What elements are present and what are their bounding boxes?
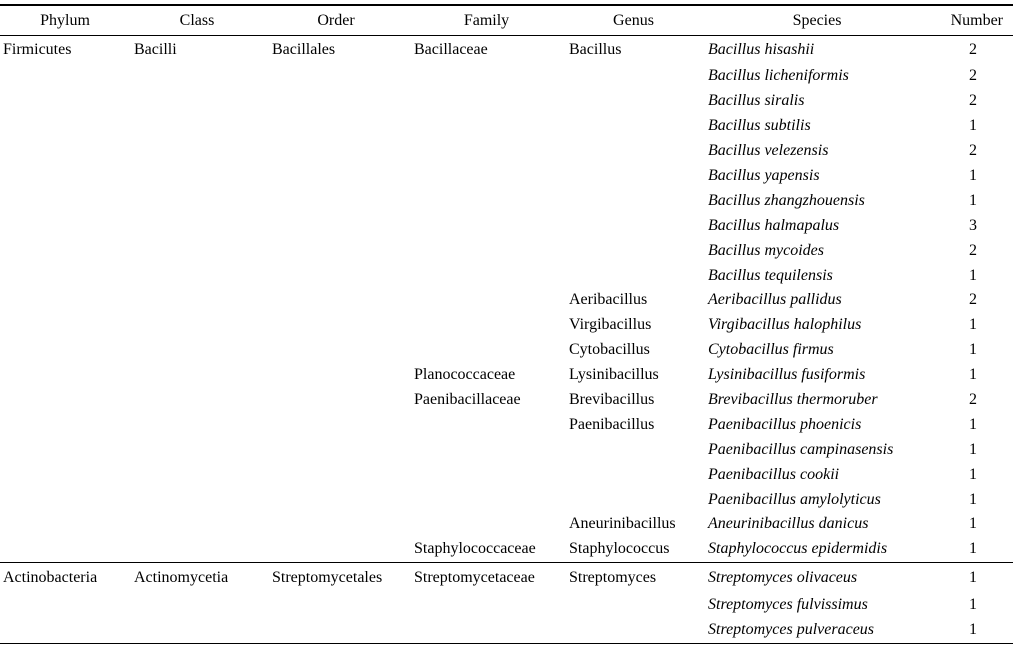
cell-phylum	[0, 64, 130, 89]
cell-family: Planococcaceae	[414, 366, 516, 384]
cell-class: Bacilli	[134, 41, 177, 58]
cell-species: Bacillus zhangzhouensis	[708, 191, 865, 209]
cell-species: Bacillus velezensis	[708, 142, 829, 160]
cell-phylum: Firmicutes	[3, 41, 72, 58]
cell-species: Bacillus mycoides	[708, 241, 824, 259]
cell-family	[408, 618, 565, 643]
cell-phylum	[0, 437, 130, 462]
cell-number: 1	[969, 568, 977, 586]
cell-order: Streptomycetales	[272, 568, 383, 586]
cell-phylum	[0, 89, 130, 114]
cell-phylum	[0, 139, 130, 164]
cell-order	[264, 313, 408, 338]
cell-family	[408, 512, 565, 537]
cell-class	[130, 363, 264, 388]
cell-phylum	[0, 537, 130, 562]
table-row	[0, 512, 1013, 537]
table-row	[0, 89, 1013, 114]
cell-class	[130, 114, 264, 139]
cell-number: 1	[969, 191, 977, 209]
cell-class	[130, 537, 264, 562]
cell-order	[264, 618, 408, 643]
cell-order	[264, 114, 408, 139]
table-row	[0, 238, 1013, 263]
cell-family	[408, 164, 565, 189]
cell-species: Aneurinibacillus danicus	[708, 515, 869, 533]
cell-order	[264, 487, 408, 512]
cell-phylum	[0, 238, 130, 263]
cell-family	[408, 437, 565, 462]
cell-genus	[565, 139, 702, 164]
cell-phylum	[0, 213, 130, 238]
cell-genus	[565, 64, 702, 89]
cell-family	[408, 338, 565, 363]
table-row	[0, 263, 1013, 288]
table-row	[0, 363, 1013, 388]
cell-genus	[565, 213, 702, 238]
cell-number: 1	[969, 540, 977, 558]
cell-family	[408, 89, 565, 114]
cell-family: Streptomycetaceae	[414, 568, 535, 586]
cell-family	[408, 263, 565, 288]
cell-number: 1	[969, 465, 977, 483]
cell-order	[264, 462, 408, 487]
table-row	[0, 288, 1013, 313]
cell-genus	[565, 89, 702, 114]
cell-genus: Streptomyces	[569, 568, 657, 586]
cell-class	[130, 188, 264, 213]
cell-order	[264, 263, 408, 288]
cell-class	[130, 462, 264, 487]
cell-phylum	[0, 188, 130, 213]
cell-species: Paenibacillus phoenicis	[708, 415, 862, 433]
cell-order	[264, 412, 408, 437]
cell-genus: Aeribacillus	[569, 291, 648, 309]
cell-order	[264, 593, 408, 618]
cell-genus: Cytobacillus	[569, 341, 650, 359]
table-row	[0, 412, 1013, 437]
header-family: Family	[463, 12, 510, 29]
cell-order	[264, 388, 408, 413]
cell-number: 1	[969, 341, 977, 359]
cell-number: 1	[969, 266, 977, 284]
cell-order	[264, 213, 408, 238]
cell-species: Lysinibacillus fusiformis	[708, 366, 866, 384]
cell-class	[130, 412, 264, 437]
cell-number: 1	[969, 490, 977, 508]
cell-number: 1	[969, 515, 977, 533]
cell-order	[264, 89, 408, 114]
cell-species: Bacillus halmapalus	[708, 216, 840, 234]
cell-class	[130, 89, 264, 114]
cell-class	[130, 288, 264, 313]
cell-genus	[565, 188, 702, 213]
cell-genus	[565, 114, 702, 139]
table-row	[0, 213, 1013, 238]
cell-phylum	[0, 618, 130, 643]
table-row	[0, 388, 1013, 413]
cell-species: Bacillus yapensis	[708, 167, 820, 184]
header-row	[0, 5, 1013, 36]
cell-phylum	[0, 462, 130, 487]
cell-genus: Bacillus	[569, 41, 622, 58]
cell-number: 2	[969, 291, 977, 309]
cell-genus	[565, 593, 702, 618]
cell-phylum	[0, 593, 130, 618]
cell-genus: Lysinibacillus	[569, 366, 659, 384]
cell-class	[130, 388, 264, 413]
header-class: Class	[179, 12, 215, 29]
cell-family	[408, 213, 565, 238]
taxonomy-table	[0, 4, 1013, 644]
cell-family	[408, 64, 565, 89]
table-row	[0, 313, 1013, 338]
cell-phylum	[0, 164, 130, 189]
cell-order	[264, 238, 408, 263]
table-row	[0, 139, 1013, 164]
table-row	[0, 114, 1013, 139]
cell-class: Actinomycetia	[134, 568, 229, 586]
cell-family	[408, 188, 565, 213]
cell-number: 1	[969, 596, 977, 614]
cell-species: Streptomyces fulvissimus	[708, 596, 868, 614]
cell-species: Staphylococcus epidermidis	[708, 540, 888, 558]
cell-number: 2	[969, 67, 977, 85]
cell-number: 1	[969, 440, 977, 458]
cell-number: 1	[969, 366, 977, 384]
cell-genus: Brevibacillus	[569, 391, 655, 409]
cell-phylum	[0, 338, 130, 363]
cell-genus	[565, 263, 702, 288]
table-row	[0, 562, 1013, 593]
cell-phylum	[0, 512, 130, 537]
cell-class	[130, 313, 264, 338]
cell-genus	[565, 437, 702, 462]
cell-family: Bacillaceae	[414, 41, 488, 58]
cell-phylum	[0, 363, 130, 388]
cell-species: Paenibacillus cookii	[708, 465, 840, 483]
cell-number: 1	[969, 117, 977, 135]
cell-phylum	[0, 288, 130, 313]
cell-number: 3	[969, 216, 977, 234]
table-header	[0, 5, 1013, 36]
cell-order	[264, 537, 408, 562]
cell-order	[264, 164, 408, 189]
cell-family	[408, 412, 565, 437]
cell-species: Paenibacillus campinasensis	[708, 440, 894, 458]
cell-class	[130, 213, 264, 238]
table-row	[0, 338, 1013, 363]
cell-genus	[565, 238, 702, 263]
cell-family	[408, 593, 565, 618]
table-body	[0, 36, 1013, 644]
cell-class	[130, 64, 264, 89]
cell-genus	[565, 462, 702, 487]
cell-family	[408, 238, 565, 263]
cell-order	[264, 512, 408, 537]
cell-phylum	[0, 412, 130, 437]
cell-class	[130, 238, 264, 263]
cell-species: Virgibacillus halophilus	[708, 316, 862, 334]
cell-species: Aeribacillus pallidus	[708, 291, 842, 309]
cell-number: 1	[969, 167, 977, 184]
cell-order	[264, 363, 408, 388]
cell-genus: Aneurinibacillus	[569, 515, 676, 533]
cell-class	[130, 263, 264, 288]
cell-phylum	[0, 487, 130, 512]
cell-class	[130, 437, 264, 462]
table-row	[0, 462, 1013, 487]
cell-species: Bacillus subtilis	[708, 117, 811, 135]
cell-class	[130, 164, 264, 189]
cell-family	[408, 114, 565, 139]
header-species: Species	[792, 12, 842, 29]
cell-order: Bacillales	[272, 41, 336, 58]
cell-class	[130, 139, 264, 164]
cell-species: Brevibacillus thermoruber	[708, 391, 878, 409]
cell-number: 2	[969, 92, 977, 110]
cell-phylum	[0, 114, 130, 139]
cell-species: Bacillus tequilensis	[708, 266, 833, 284]
cell-genus	[565, 618, 702, 643]
cell-number: 2	[969, 142, 977, 160]
cell-class	[130, 338, 264, 363]
cell-family	[408, 288, 565, 313]
cell-class	[130, 512, 264, 537]
header-number: Number	[950, 12, 1003, 29]
cell-number: 2	[969, 241, 977, 259]
table-row	[0, 64, 1013, 89]
cell-species: Bacillus licheniformis	[708, 67, 849, 85]
cell-family	[408, 313, 565, 338]
table-row	[0, 164, 1013, 189]
cell-genus: Virgibacillus	[569, 316, 652, 334]
cell-phylum	[0, 388, 130, 413]
cell-family	[408, 139, 565, 164]
cell-order	[264, 437, 408, 462]
table-row	[0, 437, 1013, 462]
header-order: Order	[317, 12, 355, 29]
cell-genus: Staphylococcus	[569, 540, 670, 558]
cell-species: Streptomyces pulveraceus	[708, 621, 875, 639]
cell-genus: Paenibacillus	[569, 415, 655, 433]
cell-class	[130, 593, 264, 618]
cell-phylum	[0, 263, 130, 288]
cell-number: 1	[969, 621, 977, 639]
cell-order	[264, 338, 408, 363]
cell-species: Cytobacillus firmus	[708, 341, 834, 359]
cell-species: Paenibacillus amylolyticus	[708, 490, 881, 508]
cell-genus	[565, 164, 702, 189]
cell-family	[408, 487, 565, 512]
table-row	[0, 618, 1013, 643]
cell-number: 2	[969, 41, 977, 58]
cell-number: 1	[969, 415, 977, 433]
cell-family	[408, 462, 565, 487]
cell-order	[264, 288, 408, 313]
cell-number: 1	[969, 316, 977, 334]
cell-order	[264, 188, 408, 213]
cell-order	[264, 64, 408, 89]
cell-number: 2	[969, 391, 977, 409]
table-row	[0, 188, 1013, 213]
cell-family: Staphylococcaceae	[414, 540, 536, 558]
table-row	[0, 537, 1013, 562]
table-row	[0, 487, 1013, 512]
cell-phylum: Actinobacteria	[3, 568, 98, 586]
cell-phylum	[0, 313, 130, 338]
table-row	[0, 593, 1013, 618]
header-phylum: Phylum	[40, 12, 90, 29]
cell-species: Bacillus siralis	[708, 92, 805, 110]
cell-class	[130, 618, 264, 643]
cell-species: Bacillus hisashii	[708, 41, 815, 58]
cell-species: Streptomyces olivaceus	[708, 568, 858, 586]
cell-class	[130, 487, 264, 512]
cell-family: Paenibacillaceae	[414, 391, 521, 409]
cell-order	[264, 139, 408, 164]
cell-genus	[565, 487, 702, 512]
table-row	[0, 36, 1013, 65]
header-genus: Genus	[613, 12, 654, 29]
